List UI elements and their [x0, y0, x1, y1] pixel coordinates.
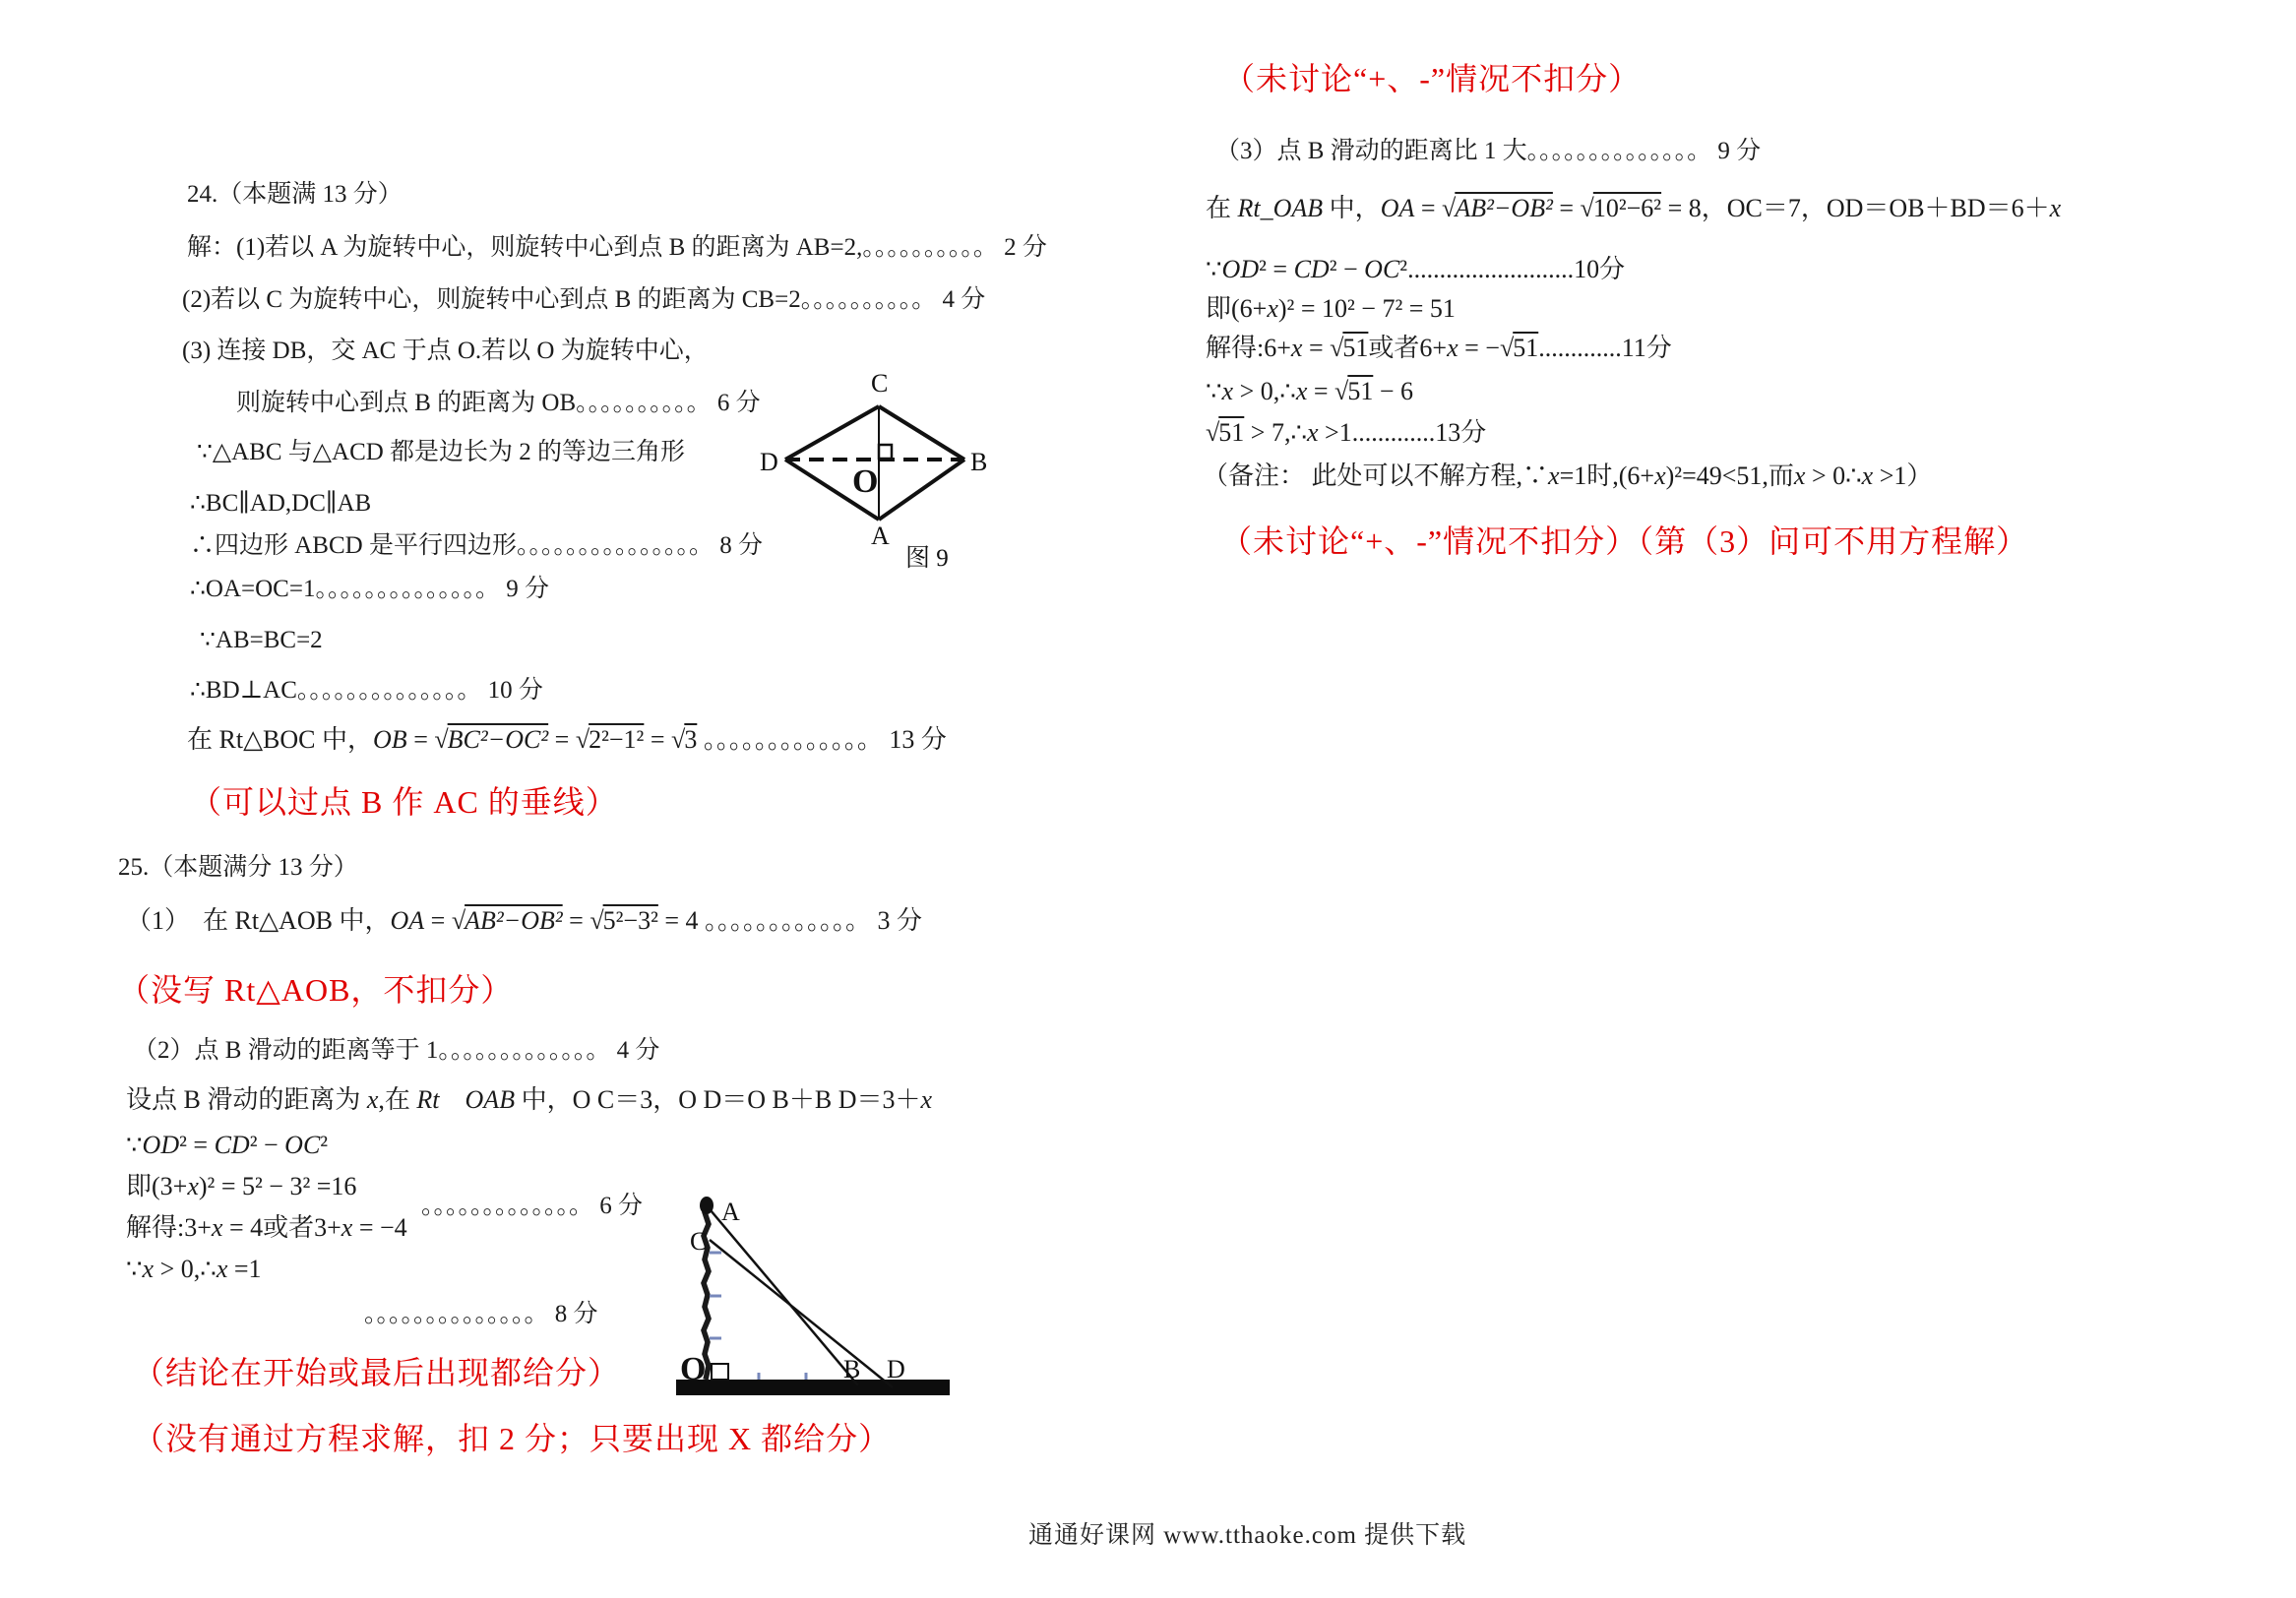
vertex-label-a: A — [871, 522, 890, 550]
vertex-label-c: C — [871, 369, 889, 398]
point-label-d: D — [887, 1355, 905, 1383]
text-line: 则旋转中心到点 B 的距离为 OB。。。。。。。。。。 6 分 — [236, 390, 761, 416]
edge-dc — [785, 406, 879, 460]
text-line: ∴BD⊥AC。。。。。。。。。。。。。。 10 分 — [190, 677, 543, 704]
figure-rhombus — [758, 366, 1004, 578]
formula-line: （备注： 此处可以不解方程,∵x=1时,(6+x)²=49<51,而x > 0∴x >1） — [1203, 461, 1933, 490]
formula-line: 解得:6+x = √51或者6+x = −√51.............11分 — [1206, 334, 1672, 362]
center-label-o: O — [852, 463, 879, 500]
formula-line: 在 Rt_OAB 中，OA = √AB²−OB² = √10²−6² = 8，OC＝7，OD＝OB＋BD＝6＋x — [1206, 194, 2062, 222]
red-annotation: （可以过点 B 作 AC 的垂线） — [190, 784, 618, 820]
right-angle-mark — [712, 1364, 728, 1380]
text-line: ∴OA=OC=1。。。。。。。。。。。。。。 9 分 — [190, 576, 549, 602]
point-label-o: O — [680, 1351, 707, 1387]
red-annotation: （结论在开始或最后出现都给分） — [133, 1355, 621, 1390]
footer-text: 通通好课网 www.tthaoke.com 提供下载 — [1028, 1522, 1467, 1549]
edge-ab — [879, 460, 964, 520]
right-angle-mark — [879, 445, 892, 459]
text-line: 解：(1)若以 A 为旋转中心，则旋转中心到点 B 的距离为 AB=2,。。。。。。。。。。 2 分 — [187, 234, 1047, 261]
text-line: ∵AB=BC=2 — [200, 627, 323, 653]
text-line: 25.（本题满分 13 分） — [118, 854, 358, 881]
red-annotation: （没写 Rt△AOB，不扣分） — [118, 972, 514, 1008]
text-line: ∵△ABC 与△ACD 都是边长为 2 的等边三角形 — [197, 439, 686, 465]
vertex-label-b: B — [970, 448, 988, 476]
text-line: （2）点 B 滑动的距离等于 1。。。。。。。。。。。。。 4 分 — [133, 1037, 660, 1064]
point-label-b: B — [843, 1355, 861, 1383]
formula-line: ∵OD² = CD² − OC² — [126, 1131, 329, 1159]
formula-line: 即(6+x)² = 10² − 7² = 51 — [1206, 294, 1456, 323]
point-label-c: C — [690, 1227, 708, 1256]
formula-line: ∵OD² = CD² − OC²..........................10分 — [1206, 255, 1626, 283]
score-dots: 。。。。。。。。。。。。。。 8 分 — [364, 1301, 598, 1327]
text-line: 24.（本题满 13 分） — [187, 181, 403, 208]
text-line: (3) 连接 DB，交 AC 于点 O.若以 O 为旋转中心， — [182, 338, 709, 364]
formula-line: 解得:3+x = 4或者3+x = −4 — [126, 1213, 407, 1242]
text-line: ∴BC∥AD,DC∥AB — [190, 490, 372, 517]
red-annotation: （未讨论“+、-”情况不扣分）（第（3）问可不用方程解） — [1220, 523, 2029, 559]
red-annotation: （未讨论“+、-”情况不扣分） — [1223, 61, 1642, 96]
score-dots: 。。。。。。。。。。。。。 6 分 — [421, 1193, 644, 1219]
ladder-line-ab — [711, 1210, 861, 1385]
text-line: （3）点 B 滑动的距离比 1 大。。。。。。。。。。。。。。 9 分 — [1215, 138, 1762, 164]
ladder-line-cd — [710, 1240, 893, 1387]
figure-ladder — [674, 1191, 960, 1405]
point-label-a: A — [721, 1198, 740, 1226]
formula-line: ∵x > 0,∴x =1 — [126, 1255, 262, 1283]
formula-line: 即(3+x)² = 5² − 3² =16 — [126, 1172, 357, 1200]
red-annotation: （没有通过方程求解，扣 2 分；只要出现 X 都给分） — [133, 1421, 892, 1456]
formula-line: ∵x > 0,∴x = √51 − 6 — [1206, 377, 1413, 405]
formula-line: 在 Rt△BOC 中，OB = √BC²−OC² = √2²−1² = √3 。。。。。。。。。。。。。 13 分 — [187, 725, 947, 754]
text-line: (2)若以 C 为旋转中心，则旋转中心到点 B 的距离为 CB=2。。。。。。。。。。 4 分 — [182, 286, 986, 313]
ground-bar — [676, 1380, 950, 1395]
figure-caption: 图 9 — [905, 545, 949, 572]
vertex-label-d: D — [760, 448, 778, 476]
formula-line: √51 > 7,∴x >1.............13分 — [1206, 418, 1487, 447]
text-line: ∴四边形 ABCD 是平行四边形。。。。。。。。。。。。。。。 8 分 — [190, 532, 763, 559]
formula-line: （1） 在 Rt△AOB 中，OA = √AB²−OB² = √5²−3² = 4 。。。。。。。。。。。。 3 分 — [126, 906, 923, 935]
formula-line: 设点 B 滑动的距离为 x,在 Rt OAB 中，O C＝3，O D＝O B＋B D＝3＋x — [126, 1085, 933, 1114]
